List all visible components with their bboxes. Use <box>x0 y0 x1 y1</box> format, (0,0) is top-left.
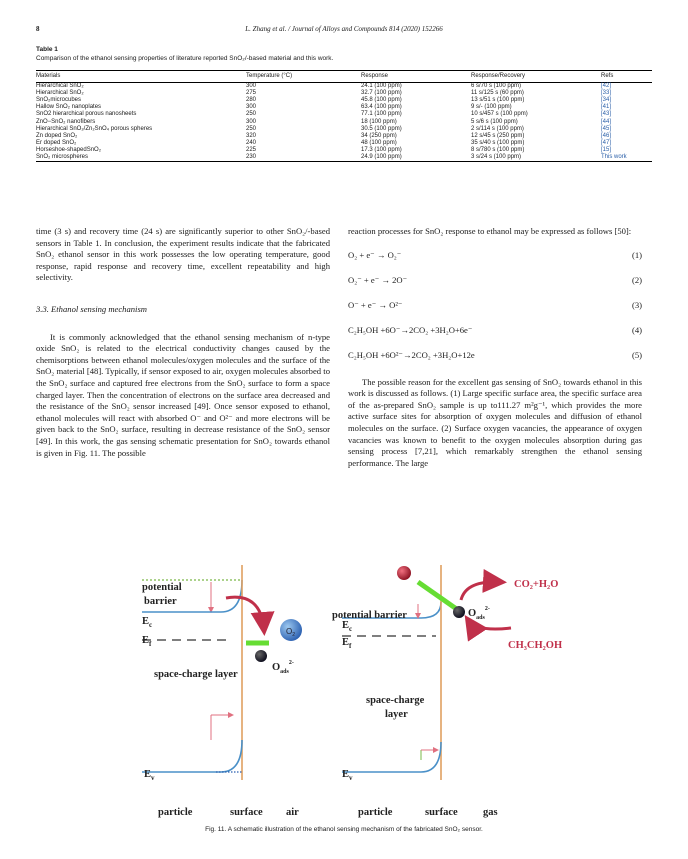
ev-label: $E_v$ <box>144 769 155 782</box>
table-cell: 32.7 (100 ppm) <box>361 90 402 97</box>
table-caption <box>36 45 652 63</box>
table-cell: 30.5 (100 ppm) <box>361 125 402 132</box>
gas-label: gas <box>483 807 498 818</box>
table-cell: 230 <box>246 154 257 161</box>
table-row <box>36 126 652 133</box>
table-cell: [42] <box>601 83 612 90</box>
table-cell: 300 <box>246 83 257 90</box>
running-header <box>36 25 652 39</box>
ev-label-right: $E_v$ <box>342 769 353 782</box>
particle-label-right: particle <box>358 807 393 818</box>
table-cell: 240 <box>246 139 257 146</box>
table-cell: 320 <box>246 132 257 139</box>
table-cell: 10 s/457 s (100 ppm) <box>471 111 528 118</box>
table-cell: 6 s/70 s (100 ppm) <box>471 83 522 90</box>
table-cell: SnO₂ microspheres <box>36 154 89 161</box>
table-cell: 8 s/780 s (100 ppm) <box>471 146 525 153</box>
table-cell: Er doped SnO₂ <box>36 139 77 146</box>
space-charge-label: space-charge layer <box>154 669 238 680</box>
air-label: air <box>286 807 299 818</box>
table-row <box>36 90 652 97</box>
table-row <box>36 140 652 147</box>
table-cell: 2 s/114 s (100 ppm) <box>471 125 524 132</box>
table-row <box>36 133 652 140</box>
table-cell: [44] <box>601 118 612 125</box>
table-cell: Horseshoe-shapedSnO₂ <box>36 146 102 153</box>
equation-3: O⁻ + e⁻ → O²⁻ (3) <box>348 299 642 310</box>
col-temperature: Temperature (°C) <box>246 73 293 79</box>
table-cell: [45] <box>601 125 612 132</box>
table-cell: 250 <box>246 125 257 132</box>
table-row <box>36 119 652 126</box>
col-response: Response <box>361 73 389 79</box>
journal-citation: L. Zhang et al. / Journal of Alloys and Compounds 814 (2020) 152266 <box>245 25 443 33</box>
table-cell: [15] <box>601 146 612 153</box>
table-cell: 300 <box>246 118 257 125</box>
table-cell: 280 <box>246 97 257 104</box>
page-number: 8 <box>36 25 40 33</box>
table-row <box>36 83 652 91</box>
col-materials: Materials <box>36 73 61 79</box>
o2-label: $O_2$ <box>286 627 296 638</box>
table-cell: [33] <box>601 90 612 97</box>
table-row <box>36 111 652 118</box>
table-cell: 250 <box>246 111 257 118</box>
potential-barrier-label: potential barrier <box>332 610 407 621</box>
ec-label-right: $E_c$ <box>342 620 353 633</box>
table-cell: 17.3 (100 ppm) <box>361 146 402 153</box>
potential-label: potential <box>142 582 182 593</box>
table-row <box>36 104 652 111</box>
equation-4: C₂H₅OH +6O⁻→2CO₂ +3H₂O+6e⁻ (4) <box>348 324 642 335</box>
col-response-recovery: Response/Recovery <box>471 73 526 79</box>
table-label: Table 1 <box>36 46 58 53</box>
oads-label: $O_{ads}^{2-}$ <box>272 660 294 675</box>
table-row <box>36 97 652 104</box>
table-cell: 24.9 (100 ppm) <box>361 154 402 161</box>
oads-label-right: $O_{ads}^{2-}$ <box>468 606 490 621</box>
particle-label: particle <box>158 807 193 818</box>
space-charge-label-right-2: layer <box>385 709 408 720</box>
electron-ball <box>397 566 411 580</box>
oads-ball-right <box>453 606 465 618</box>
table-cell: 9 s/- (100 ppm) <box>471 104 512 111</box>
table-cell: Hierarchical SnO₂/Zn₂SnO₄ porous spheres <box>36 125 153 132</box>
table-caption-text: Comparison of the ethanol sensing properties of literature reported SnO₂/-based material and this work. <box>36 55 334 62</box>
left-column <box>36 226 330 459</box>
table-cell: 225 <box>246 146 257 153</box>
surface-label: surface <box>230 807 263 818</box>
desorption-bar <box>418 582 458 610</box>
mechanism-schematic <box>36 560 652 820</box>
product-arrow <box>461 582 501 600</box>
figure-caption: Fig. 11. A schematic illustration of the ethanol sensing mechanism of the fabricated SnO₂ sensor. <box>205 826 483 833</box>
table-cell: Hallow SnO₂ nanoplates <box>36 104 102 111</box>
table-cell: 300 <box>246 104 257 111</box>
table-cell: [46] <box>601 132 612 139</box>
figure-11 <box>36 560 652 820</box>
table-cell: [34] <box>601 97 612 104</box>
oads-ball <box>255 650 267 662</box>
valence-band-right <box>342 742 441 772</box>
table-cell: Zn doped SnO₂ <box>36 132 78 139</box>
ec-label: $E_c$ <box>142 616 153 629</box>
table-cell: [43] <box>601 111 612 118</box>
table-cell: 24.1 (100 ppm) <box>361 83 402 90</box>
table-cell: SnO2 hierarchical porous nanosheets <box>36 111 137 118</box>
table-cell: This work <box>601 154 627 161</box>
table-cell: 12 s/45 s (250 ppm) <box>471 132 525 139</box>
table-header-row <box>36 71 652 83</box>
table-cell: Hierarchical SnO₂ <box>36 83 84 90</box>
table-cell: Hierarchical SnO₂ <box>36 90 84 97</box>
table-cell: SnO₂microcubes <box>36 97 82 104</box>
right-column <box>348 226 642 469</box>
paragraph: reaction processes for SnO₂ response to ethanol may be expressed as follows [50]: <box>348 226 632 236</box>
col-refs: Refs <box>601 73 614 79</box>
table-cell: 18 (100 ppm) <box>361 118 397 125</box>
ethanol-label: CH₃CH₂OH <box>508 640 563 651</box>
table-cell: 48 (100 ppm) <box>361 139 397 146</box>
table-cell: ZnO−SnO₂ nanofibers <box>36 118 96 125</box>
section-heading: 3.3. Ethanol sensing mechanism <box>36 303 147 314</box>
table-cell: 45.8 (100 ppm) <box>361 97 402 104</box>
left-panel <box>142 565 302 818</box>
surface-label-right: surface <box>425 807 458 818</box>
space-charge-label-right-1: space-charge <box>366 695 425 706</box>
paragraph: It is commonly acknowledged that the ethanol sensing mechanism of n-type oxide SnO₂ is related to the electrical conductivity changes caused by the chemisorptions between ethanol molecules/oxygen molecules and the surface of the SnO₂ material [48]. Typically, if sensor exposed to air, oxygen molecules absorbed to the SnO₂ surface and captured free electrons from the SnO₂ surface to form a space charged layer. Then the concentration of electrons on the surface area decreased and the resistance of the SnO₂ sensor increased [49]. Once sensor exposed to ethanol, ethanol molecules will react with absorbed O⁻ and O²⁻ and more electrons will be given back to the SnO₂ surface, resulting in decrease resistance of the SnO₂ sensor [49]. In this work, the gas sensing schematic presentation for SnO₂ towards ethanol is given in Fig. 11. The possible <box>36 331 330 458</box>
ef-label: $E_f$ <box>142 635 152 648</box>
ethanol-arrow <box>468 620 511 629</box>
table-cell: 5 s/6 s (100 ppm) <box>471 118 518 125</box>
table-cell: [41] <box>601 104 612 111</box>
table-cell: 34 (250 ppm) <box>361 132 397 139</box>
table-cell: 13 s/51 s (100 ppm) <box>471 97 525 104</box>
table-cell: [47] <box>601 139 612 146</box>
table-cell: 3 s/24 s (100 ppm) <box>471 154 522 161</box>
barrier-label: barrier <box>144 596 177 607</box>
table-row <box>36 154 652 162</box>
ef-label-right: $E_f$ <box>342 637 352 650</box>
paragraph: time (3 s) and recovery time (24 s) are significantly superior to other SnO₂/-based sensors in Table 1. In conclusion, the experiment results indicate that the fabricated SnO₂ ethanol sensor in this work possesses the low operating temperature, good response, rapid response and recovery time, excellent repeatability and high selectivity. <box>36 226 330 283</box>
table-cell: 11 s/125 s (60 ppm) <box>471 90 524 97</box>
paragraph: The possible reason for the excellent gas sensing of SnO₂ towards ethanol in this work is discussed as follows. (1) Large specific surface area, the specific surface area of the as-prepared SnO₂ sample is up to111.27 m²g⁻¹, which provides the more active surface sites for absorption of oxygen molecules and diffusion of ethanol molecules on the surface. (2) Surface oxygen vacancies, the appearance of oxygen vacancies was known to benefit to the oxygen molecules absorption during gas sensing process [7,21], which remarkably strengthen the ethanol sensing performance. The large <box>348 376 642 468</box>
table-row <box>36 147 652 154</box>
table-cell: 77.1 (100 ppm) <box>361 111 402 118</box>
electron-capture-arrow <box>226 597 264 630</box>
valence-band <box>142 740 242 772</box>
comparison-table <box>36 70 652 162</box>
right-panel <box>332 565 562 818</box>
equation-5: C₂H₅OH +6O²⁻→2CO₂ +3H₂O+12e (5) <box>348 349 642 360</box>
table-cell: 275 <box>246 90 257 97</box>
table-cell: 63.4 (100 ppm) <box>361 104 402 111</box>
co2-h2o-label: CO₂+H₂O <box>514 579 559 590</box>
equation-2: O₂⁻ + e⁻ → 2O⁻ (2) <box>348 274 642 285</box>
table-cell: 35 s/40 s (100 ppm) <box>471 139 525 146</box>
equation-1: O₂ + e⁻ → O₂⁻ (1) <box>348 249 642 260</box>
